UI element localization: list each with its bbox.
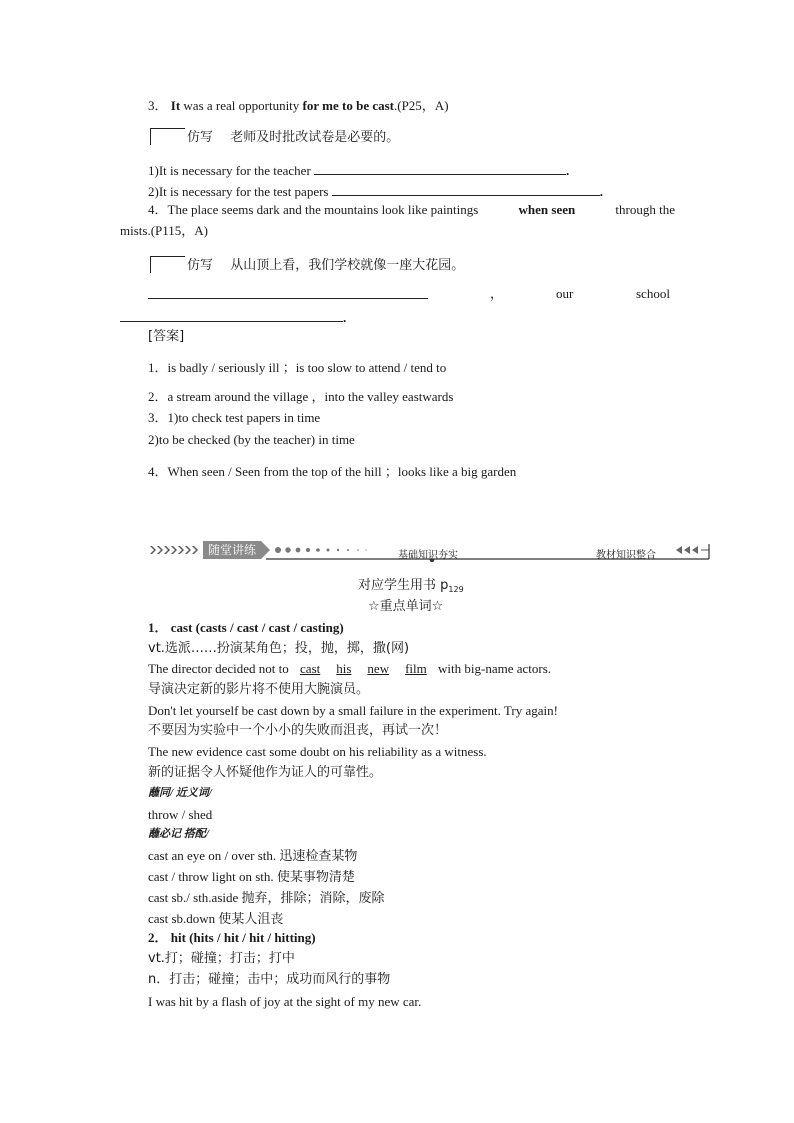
fill4-blank-b[interactable] [120,310,343,322]
word1-example1-cn: 导演决定新的影片将不使用大腕演员。 [148,682,370,697]
word1-pos: vt.选派……扮演某角色；投，抛，掷，撒(网) [148,641,410,656]
fill4-line2: . [120,310,346,324]
answer-2: 2．a stream around the village ，into the valley eastwards [148,389,454,404]
imitate-bracket [150,128,185,145]
word1-example2: Don't let yourself be cast down by a small failure in the experiment. Try again! [148,703,558,718]
word2-pos-verb: vt.打；碰撞；打击；打中 [148,951,295,966]
synonym-list: throw / shed [148,807,213,822]
fill2-line: 2)It is necessary for the test papers . [148,184,603,199]
imitate4-line: 仿写 从山顶上看，我们学校就像一座大花园。 [150,256,464,273]
fill4-blank-a[interactable] [148,287,428,299]
collocation-4: cast sb.down 使某人沮丧 [148,911,284,926]
answers-heading: [答案] [148,329,185,344]
word2-example1: I was hit by a flash of joy at the sight of my new car. [148,994,422,1009]
synonym-label: 蘸同/ 近义词/ [148,787,212,799]
banner-right-label: 教材知识整合 [596,550,656,561]
word1-example3: The new evidence cast some doubt on his reliability as a witness. [148,744,487,759]
banner-tag: 随堂讲练 [203,541,261,559]
collocation-label: 蘸必记 搭配/ [148,828,209,840]
banner-tag-tip [261,541,270,559]
key-words-subtitle: ☆重点单词☆ [368,599,444,614]
word1-example1: The director decided not to cast his new film with big-name actors. [148,661,552,676]
answer-4: 4．When seen / Seen from the top of the hill ；looks like a big garden [148,464,517,479]
word1-example2-cn: 不要因为实验中一个小小的失败而沮丧，再试一次！ [148,723,448,738]
imitate3-line: 仿写 老师及时批改试卷是必要的。 [150,128,399,145]
section-banner [148,540,711,562]
word2-pos-noun: n．打击；碰撞；击中；成功而风行的事物 [148,972,391,987]
answer-3-2: 2)to be checked (by the teacher) in time [148,432,355,447]
word1-heading: 1． cast (casts / cast / cast / casting) [148,620,344,635]
reference-line: 对应学生用书 $p_{129}$ [358,578,464,594]
answer-1: 1．is badly / seriously ill ；is too slow to attend / tend to [148,360,447,375]
collocation-3: cast sb./ sth.aside 抛弃，排除；消除，废除 [148,890,385,905]
item4-line1: 4．The place seems dark and the mountains look like paintings when seen through the [148,202,675,217]
fill1-line: 1)It is necessary for the teacher . [148,163,570,178]
word2-heading: 2． hit (hits / hit / hit / hitting) [148,930,316,945]
collocation-1: cast an eye on / over sth. 迅速检查某物 [148,848,358,863]
item3-sentence: 3． It was a real opportunity for me to be cast.(P25，A) [148,98,449,113]
word1-example3-cn: 新的证据令人怀疑他作为证人的可靠性。 [148,765,383,780]
answer-3-1: 3．1)to check test papers in time [148,410,321,425]
banner-center-label: 基础知识夯实 [398,550,458,561]
item4-line2: mists.(P115，A) [120,223,208,238]
fill1-blank[interactable] [314,163,566,175]
collocation-2: cast / throw light on sth. 使某事物清楚 [148,869,355,884]
imitate-bracket [150,256,185,273]
fill2-blank[interactable] [332,184,600,196]
